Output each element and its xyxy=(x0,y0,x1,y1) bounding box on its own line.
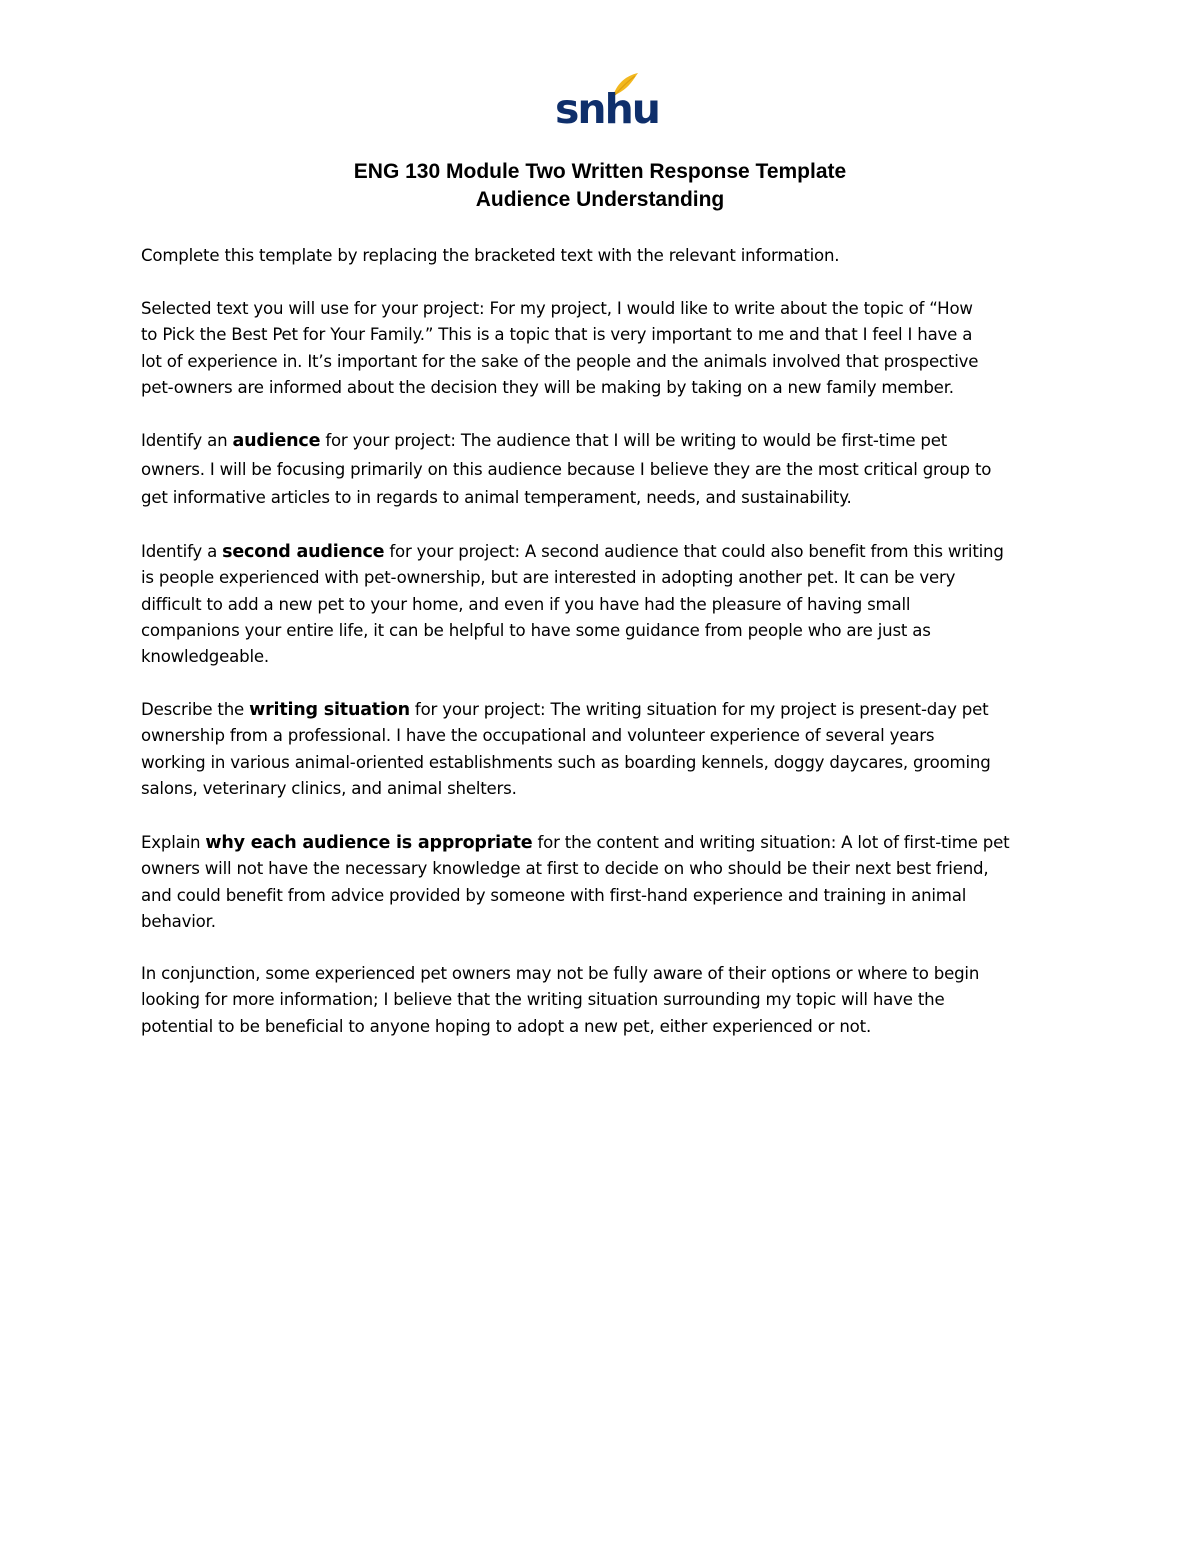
why-appropriate-line-1 xyxy=(141,830,1061,856)
audience-line-2: owners. I will be focusing primarily on this audience because I believe they are the most critical group to xyxy=(141,459,992,479)
why-appropriate-section xyxy=(141,830,1061,935)
second-audience-line-4: companions your entire life, it can be helpful to have some guidance from people who are just as xyxy=(141,620,931,640)
conclusion-line-3: potential to be beneficial to anyone hoping to adopt a new pet, either experienced or not. xyxy=(141,1016,872,1036)
second-audience-section xyxy=(141,539,1061,670)
audience-line-3: get informative articles to in regards to animal temperament, needs, and sustainability. xyxy=(141,488,852,507)
selected-text-line-2: to Pick the Best Pet for Your Family.” This is a topic that is very important to me and that I feel I have a xyxy=(141,325,973,345)
conclusion-line-1: In conjunction, some experienced pet owners may not be fully aware of their options or where to begin xyxy=(141,964,980,983)
snhu-logo xyxy=(553,72,659,134)
selected-text-prompt: Selected text you will use for your project: xyxy=(141,299,490,318)
second-audience-line-1 xyxy=(141,539,1061,565)
second-audience-line-5: knowledgeable. xyxy=(141,647,269,667)
selected-text-section xyxy=(141,296,1061,401)
instructions-paragraph xyxy=(141,243,1061,269)
second-audience-prompt-emphasis: second audience xyxy=(222,542,385,562)
second-audience-prompt-before: Identify a xyxy=(141,542,223,561)
audience-prompt-after: for your project: xyxy=(320,431,461,450)
instructions-text: Complete this template by replacing the bracketed text with the relevant information. xyxy=(141,246,840,265)
writing-situation-line-2: ownership from a professional. I have the occupational and volunteer experience of several years xyxy=(141,726,935,746)
selected-text-line-4: pet-owners are informed about the decision they will be making by taking on a new family member. xyxy=(141,377,954,397)
audience-section xyxy=(141,427,1061,513)
audience-line-1 xyxy=(141,427,1061,456)
writing-situation-prompt-emphasis: writing situation xyxy=(249,700,410,720)
why-appropriate-prompt-after: for the content and writing situation: xyxy=(532,833,842,852)
why-appropriate-prompt-before: Explain xyxy=(141,833,206,852)
writing-situation-line-4: salons, veterinary clinics, and animal shelters. xyxy=(141,778,517,798)
document-title: ENG 130 Module Two Written Response Template xyxy=(353,160,847,183)
document-header xyxy=(0,158,1200,214)
writing-situation-response: The writing situation for my project is present-day pet xyxy=(550,700,989,719)
why-appropriate-line-4: behavior. xyxy=(141,911,216,931)
writing-situation-line-1 xyxy=(141,697,1061,723)
selected-text-line-3: lot of experience in. It’s important for the sake of the people and the animals involved that prospective xyxy=(141,351,979,371)
writing-situation-prompt-after: for your project: xyxy=(409,700,551,719)
second-audience-prompt-after: for your project: xyxy=(384,542,525,561)
logo-wordmark: snhu xyxy=(555,85,659,133)
conclusion-section xyxy=(141,961,1061,1040)
writing-situation-line-3: working in various animal-oriented establishments such as boarding kennels, doggy daycares, grooming xyxy=(141,752,991,772)
writing-situation-prompt-before: Describe the xyxy=(141,700,250,719)
why-appropriate-line-2: owners will not have the necessary knowledge at first to decide on who should be their next best friend, xyxy=(141,859,989,879)
why-appropriate-line-3: and could benefit from advice provided by someone with first-hand experience and training in animal xyxy=(141,885,967,905)
selected-text-line-1 xyxy=(141,296,1061,322)
audience-prompt-emphasis: audience xyxy=(232,431,321,451)
second-audience-response: A second audience that could also benefit from this writing xyxy=(524,542,1004,561)
conclusion-line-2: looking for more information; I believe that the writing situation surrounding my topic will have the xyxy=(141,990,945,1010)
second-audience-line-3: difficult to add a new pet to your home, and even if you have had the pleasure of having small xyxy=(141,594,911,614)
why-appropriate-response: A lot of first-time pet xyxy=(841,833,1010,852)
audience-prompt-before: Identify an xyxy=(141,431,233,450)
writing-situation-section xyxy=(141,697,1061,802)
audience-response: The audience that I will be writing to would be first-time pet xyxy=(460,431,948,450)
second-audience-line-2: is people experienced with pet-ownership, but are interested in adopting another pet. It can be very xyxy=(141,568,956,588)
document-subtitle: Audience Understanding xyxy=(475,188,725,211)
why-appropriate-prompt-emphasis: why each audience is appropriate xyxy=(205,833,533,853)
selected-text-response: For my project, I would like to write about the topic of “How xyxy=(489,299,973,318)
